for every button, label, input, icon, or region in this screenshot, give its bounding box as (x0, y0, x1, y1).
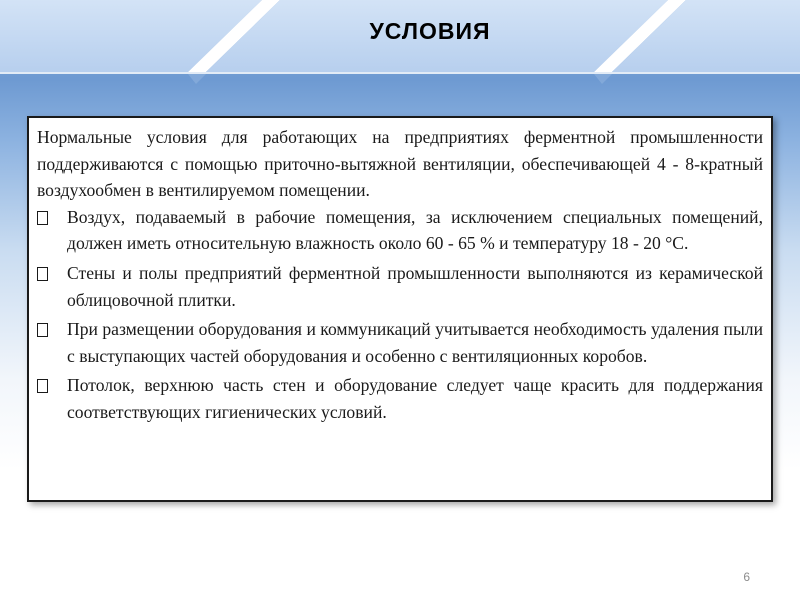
list-item (37, 372, 763, 425)
list-item (37, 316, 763, 369)
list-item (37, 260, 763, 313)
header-banner (0, 0, 800, 90)
checkbox-icon (37, 316, 67, 343)
bullet-list (37, 204, 763, 426)
intro-paragraph: Нормальные условия для работающих на предприятиях ферментной промышленности поддерживаются с помощью приточно-вытяжной вентиляции, обеспечивающей 4 - 8-кратный воздухообмен в вентилируемом помещении. (37, 127, 763, 201)
bullet-text: Стены и полы предприятий ферментной промышленности выполняются из керамической облицовочной плитки. (67, 262, 763, 310)
list-item (37, 204, 763, 257)
page-number: 6 (743, 570, 750, 584)
bullet-text: Воздух, подаваемый в рабочие помещения, за исключением специальных помещений, должен иметь относительную влажность около 60 - 65 % и температуру 18 - 20 °С. (67, 206, 763, 254)
checkbox-icon (37, 260, 67, 287)
content-box (27, 116, 773, 502)
bullet-text: Потолок, верхнюю часть стен и оборудование следует чаще красить для поддержания соответствующих гигиенических условий. (67, 375, 763, 422)
slide-title: УСЛОВИЯ (369, 18, 491, 44)
checkbox-icon (37, 372, 67, 399)
checkbox-icon (37, 204, 67, 231)
bullet-text: При размещении оборудования и коммуникаций учитывается необходимость удаления пыли с выступающих частей оборудования и особенно с вентиляционных коробов. (67, 319, 763, 366)
